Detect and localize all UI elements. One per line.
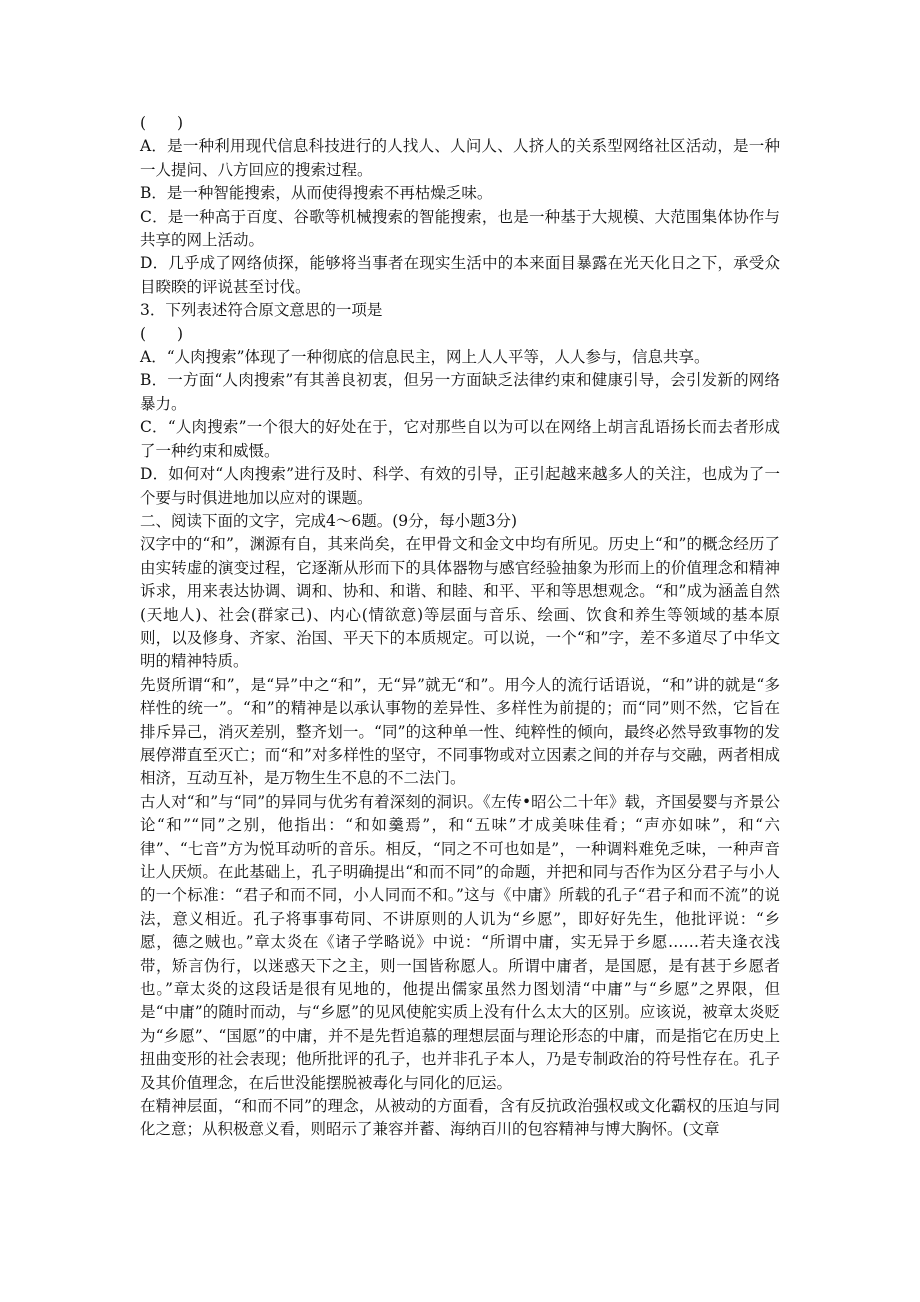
answer-bracket-q2: ( )	[140, 114, 184, 132]
option-a-q2: A．是一种利用现代信息科技进行的人找人、人问人、人挤人的关系型网络社区活动，是一种一人提问、八方回应的搜索过程。	[140, 137, 780, 179]
option-d-q3: D．如何对“人肉搜索”进行及时、科学、有效的引导，正引起越来越多人的关注，也成为了一个要与时俱进地加以应对的课题。	[140, 465, 780, 507]
section-2-heading: 二、阅读下面的文字，完成4～6题。(9分，每小题3分)	[140, 511, 518, 530]
passage-paragraph-3: 古人对“和”与“同”的异同与优劣有着深刻的洞识。《左传•昭公二十年》载，齐国晏婴与齐景公论“和”“同”之别，他指出：“和如羹焉”，和“五味”才成美味佳肴；“声亦如味”，和“六律”、“七音”方为悦耳动听的音乐。相反，“同之不可也如是”，一种调料难免乏味，一种声音让人厌烦。在此基础上，孔子明确提出“和而不同”的命题，并把和同与否作为区分君子与小人的一个标准：“君子和而不同，小人同而不和。”这与《中庸》所载的孔子“君子和而不流”的说法，意义相近。孔子将事事苟同、不讲原则的人讥为“乡愿”，即好好先生，他批评说：“乡愿，德之贼也。”章太炎在《诸子学略说》中说：“所谓中庸，实无异于乡愿……若夫逢衣浅带，矫言伪行，以迷惑天下之主，则一国皆称愿人。所谓中庸者，是国愿，是有甚于乡愿者也。”章太炎的这段话是很有见地的，他提出儒家虽然力图划清“中庸”与“乡愿”之界限，但是“中庸”的随时而动，与“乡愿”的见风使舵实质上没有什么太大的区别。应该说，被章太炎贬为“乡愿”、“国愿”的中庸，并不是先哲追慕的理想层面与理论形态的中庸，而是指它在历史上扭曲变形的社会表现；他所批评的孔子，也并非孔子本人，乃是专制政治的符号性存在。孔子及其价值理念，在后世没能摆脱被毒化与同化的厄运。	[140, 792, 780, 1092]
answer-bracket-q3: ( )	[140, 324, 184, 343]
document-page	[140, 112, 780, 1142]
passage-paragraph-2: 先贤所谓“和”，是“异”中之“和”，无“异”就无“和”。用今人的流行话语说，“和”讲的就是“多样性的统一”。“和”的精神是以承认事物的差异性、多样性为前提的；而“同”则不然，它旨在排斥异己，消灭差别，整齐划一。“同”的这种单一性、纯粹性的倾向，最终必然导致事物的发展停滞直至灭亡；而“和”对多样性的坚守，不同事物或对立因素之间的并存与交融，两者相成相济，互动互补，是万物生生不息的不二法门。	[140, 675, 780, 788]
option-d-q2: D．几乎成了网络侦探，能够将当事者在现实生活中的本来面目暴露在光天化日之下，承受众目睽睽的评说甚至讨伐。	[140, 254, 780, 296]
option-b-q3: B．一方面“人肉搜索”有其善良初衷，但另一方面缺乏法律约束和健康引导，会引发新的网络暴力。	[140, 371, 780, 413]
passage-paragraph-4: 在精神层面，“和而不同”的理念，从被动的方面看，含有反抗政治强权或文化霸权的压迫与同化之意；从积极意义看，则昭示了兼容并蓄、海纳百川的包容精神与博大胸怀。(文章	[140, 1097, 780, 1139]
option-c-q2: C．是一种高于百度、谷歌等机械搜索的智能搜索，也是一种基于大规模、大范围集体协作与共享的网上活动。	[140, 207, 780, 250]
option-a-q3: A．“人肉搜索”体现了一种彻底的信息民主，网上人人平等，人人参与，信息共享。	[140, 348, 710, 367]
question-3-stem: 3．下列表述符合原文意思的一项是	[140, 301, 383, 320]
option-c-q3: C．“人肉搜索”一个很大的好处在于，它对那些自以为可以在网络上胡言乱语扬长而去者形成了一种约束和威慑。	[140, 418, 780, 460]
passage-paragraph-1: 汉字中的“和”，渊源有自，其来尚矣，在甲骨文和金文中均有所见。历史上“和”的概念经历了由实转虚的演变过程，它逐渐从形而下的具体器物与感官经验抽象为形而上的价值理念和精神诉求，用来表达协调、调和、协和、和谐、和睦、和平、平和等思想观念。“和”成为涵盖自然(天地人)、社会(群家己)、内心(情欲意)等层面与音乐、绘画、饮食和养生等领域的基本原则，以及修身、齐家、治国、平天下的本质规定。可以说，一个“和”字，差不多道尽了中华文明的精神特质。	[140, 535, 780, 671]
option-b-q2: B．是一种智能搜索，从而使得搜索不再枯燥乏味。	[140, 184, 493, 203]
